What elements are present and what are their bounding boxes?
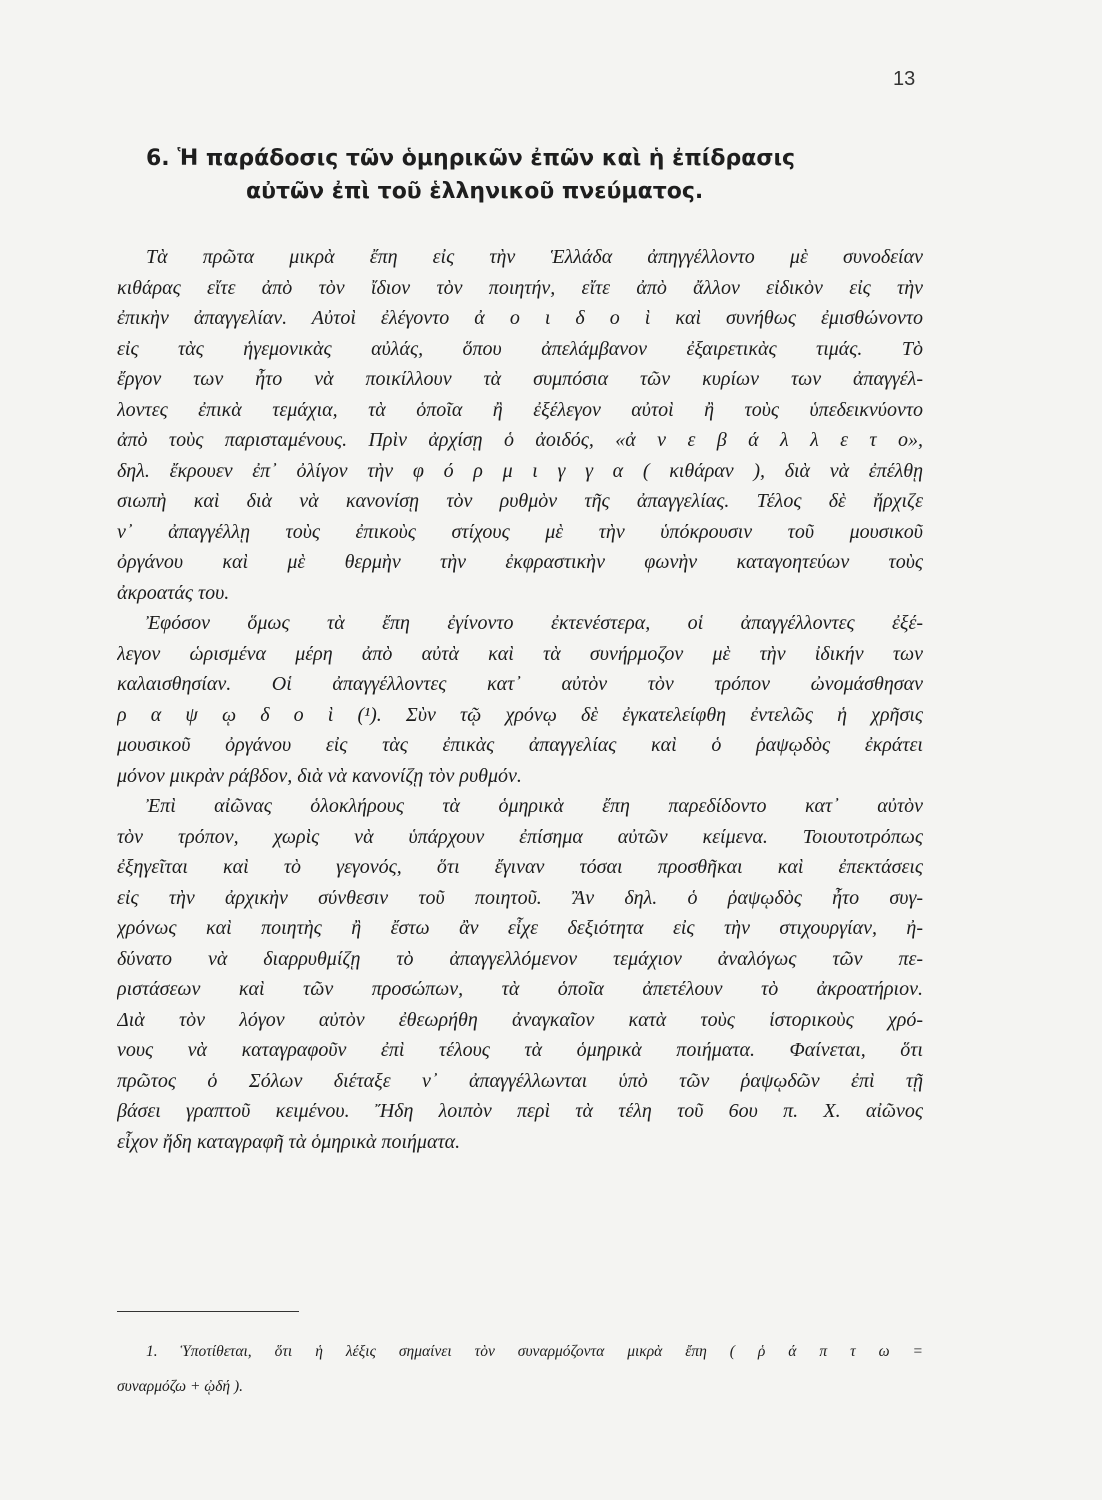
text-line: βάσει γραπτοῦ κειμένου. Ἤδη λοιπὸν περὶ τὰ τέλη τοῦ 6ου π. Χ. αἰῶνος <box>117 1100 923 1122</box>
footnote-line: 1. Ὑποτίθεται, ὅτι ἡ λέξις σημαίνει τὸν συναρμόζοντα μικρὰ ἔπη ( ῥ ά π τ ω = <box>146 1343 923 1360</box>
text-line: ἔργον των ἦτο νὰ ποικίλλουν τὰ συμπόσια τῶν κυρίων των ἀπαγγέλ- <box>117 368 923 390</box>
text-line: νους νὰ καταγραφοῦν ἐπὶ τέλους τὰ ὁμηρικὰ ποιήματα. Φαίνεται, ὅτι <box>117 1039 923 1061</box>
text-line: εἰς τὴν ἀρχικὴν σύνθεσιν τοῦ ποιητοῦ. Ἂν δηλ. ὁ ῥαψῳδὸς ἦτο συγ- <box>117 886 923 909</box>
text-line: πρῶτος ὁ Σόλων διέταξε ν᾽ ἀπαγγέλλωνται ὑπὸ τῶν ῥαψῳδῶν ἐπὶ τῇ <box>117 1069 923 1092</box>
text-line: Ἐπὶ αἰῶνας ὁλοκλήρους τὰ ὁμηρικὰ ἔπη παρεδίδοντο κατ᾽ αὐτὸν <box>146 795 923 817</box>
text-line: ἀκροατάς του. <box>117 581 230 604</box>
footnote-line: συναρμόζω + ᾠδή ). <box>117 1378 244 1395</box>
text-line: χρόνως καὶ ποιητὴς ἢ ἔστω ἂν εἶχε δεξιότητα εἰς τὴν στιχουργίαν, ἠ- <box>117 917 923 939</box>
text-line: ριστάσεων καὶ τῶν προσώπων, τὰ ὁποῖα ἀπετέλουν τὸ ἀκροατήριον. <box>117 978 923 1000</box>
text-line: μόνον μικρὰν ράβδον, διὰ νὰ κανονίζῃ τὸν ρυθμόν. <box>117 764 522 787</box>
body-text <box>117 242 923 1157</box>
heading-line-2: αὐτῶν ἐπὶ τοῦ ἑλληνικοῦ πνεύματος. <box>246 179 704 204</box>
text-line: ρ α ψ ῳ δ ο ὶ (¹). Σὺν τῷ χρόνῳ δὲ ἐγκατελείφθη ἐντελῶς ἡ χρῆσις <box>117 703 923 726</box>
text-line: εἶχον ἤδη καταγραφῆ τὰ ὁμηρικὰ ποιήματα. <box>117 1130 461 1153</box>
text-line: Τὰ πρῶτα μικρὰ ἔπη εἰς τὴν Ἑλλάδα ἀπηγγέλλοντο μὲ συνοδείαν <box>146 246 923 268</box>
page-number: 13 <box>893 68 916 90</box>
footnote <box>117 1334 923 1404</box>
text-line: εἰς τὰς ἡγεμονικὰς αὐλάς, ὅπου ἀπελάμβανον ἐξαιρετικὰς τιμάς. Τὸ <box>117 337 923 360</box>
text-line: τὸν τρόπον, χωρὶς νὰ ὑπάρχουν ἐπίσημα αὐτῶν κείμενα. Τοιουτοτρόπως <box>117 825 923 848</box>
text-line: ἐξηγεῖται καὶ τὸ γεγονός, ὅτι ἔγιναν τόσαι προσθῆκαι καὶ ἐπεκτάσεις <box>117 856 923 878</box>
footnote-divider <box>117 1311 299 1312</box>
text-line: λοντες ἐπικὰ τεμάχια, τὰ ὁποῖα ἢ ἐξέλεγον αὐτοὶ ἢ τοὺς ὑπεδεικνύοντο <box>117 398 923 421</box>
paragraph <box>117 608 923 791</box>
text-line: ἐπικὴν ἀπαγγελίαν. Αὐτοὶ ἐλέγοντο ἀ ο ι δ ο ὶ καὶ συνήθως ἐμισθώνοντο <box>117 307 923 329</box>
text-line: Ἐφόσον ὅμως τὰ ἔπη ἐγίνοντο ἐκτενέστερα, οἱ ἀπαγγέλλοντες ἐξέ- <box>146 612 923 634</box>
text-line: καλαισθησίαν. Οἱ ἀπαγγέλλοντες κατ᾽ αὐτὸν τὸν τρόπον ὠνομάσθησαν <box>117 673 923 695</box>
text-line: Διὰ τὸν λόγον αὐτὸν ἐθεωρήθη ἀναγκαῖον κατὰ τοὺς ἱστορικοὺς χρό- <box>117 1008 923 1031</box>
text-line: σιωπὴ καὶ διὰ νὰ κανονίσῃ τὸν ρυθμὸν τῆς ἀπαγγελίας. Τέλος δὲ ἤρχιζε <box>117 490 923 512</box>
text-line: ὀργάνου καὶ μὲ θερμὴν τὴν ἐκφραστικὴν φωνὴν καταγοητεύων τοὺς <box>117 551 923 573</box>
section-heading <box>146 142 906 208</box>
paragraph <box>117 791 923 1157</box>
text-line: κιθάρας εἴτε ἀπὸ τὸν ἴδιον τὸν ποιητήν, εἴτε ἀπὸ ἄλλον εἰδικὸν εἰς τὴν <box>117 276 923 299</box>
text-line: δηλ. ἔκρουεν ἐπ᾽ ὀλίγον τὴν φ ό ρ μ ι γ γ α ( κιθάραν ), διὰ νὰ ἐπέλθῃ <box>117 459 923 482</box>
heading-line-1: 6. Ἡ παράδοσις τῶν ὁμηρικῶν ἐπῶν καὶ ἡ ἐπίδρασις <box>146 146 796 171</box>
text-line: μουσικοῦ ὀργάνου εἰς τὰς ἐπικὰς ἀπαγγελίας καὶ ὁ ῥαψῳδὸς ἐκράτει <box>117 734 923 756</box>
text-line: ν᾽ ἀπαγγέλλῃ τοὺς ἐπικοὺς στίχους μὲ τὴν ὑπόκρουσιν τοῦ μουσικοῦ <box>117 520 923 543</box>
text-line: λεγον ὡρισμένα μέρη ἀπὸ αὐτὰ καὶ τὰ συνήρμοζον μὲ τὴν ἰδικήν των <box>117 642 923 665</box>
paragraph <box>117 242 923 608</box>
text-line: ἀπὸ τοὺς παρισταμένους. Πρὶν ἀρχίσῃ ὁ ἀοιδός, «ἀ ν ε β ά λ λ ε τ ο», <box>117 429 923 451</box>
text-line: δύνατο νὰ διαρρυθμίζῃ τὸ ἀπαγγελλόμενον τεμάχιον ἀναλόγως τῶν πε- <box>117 947 923 970</box>
